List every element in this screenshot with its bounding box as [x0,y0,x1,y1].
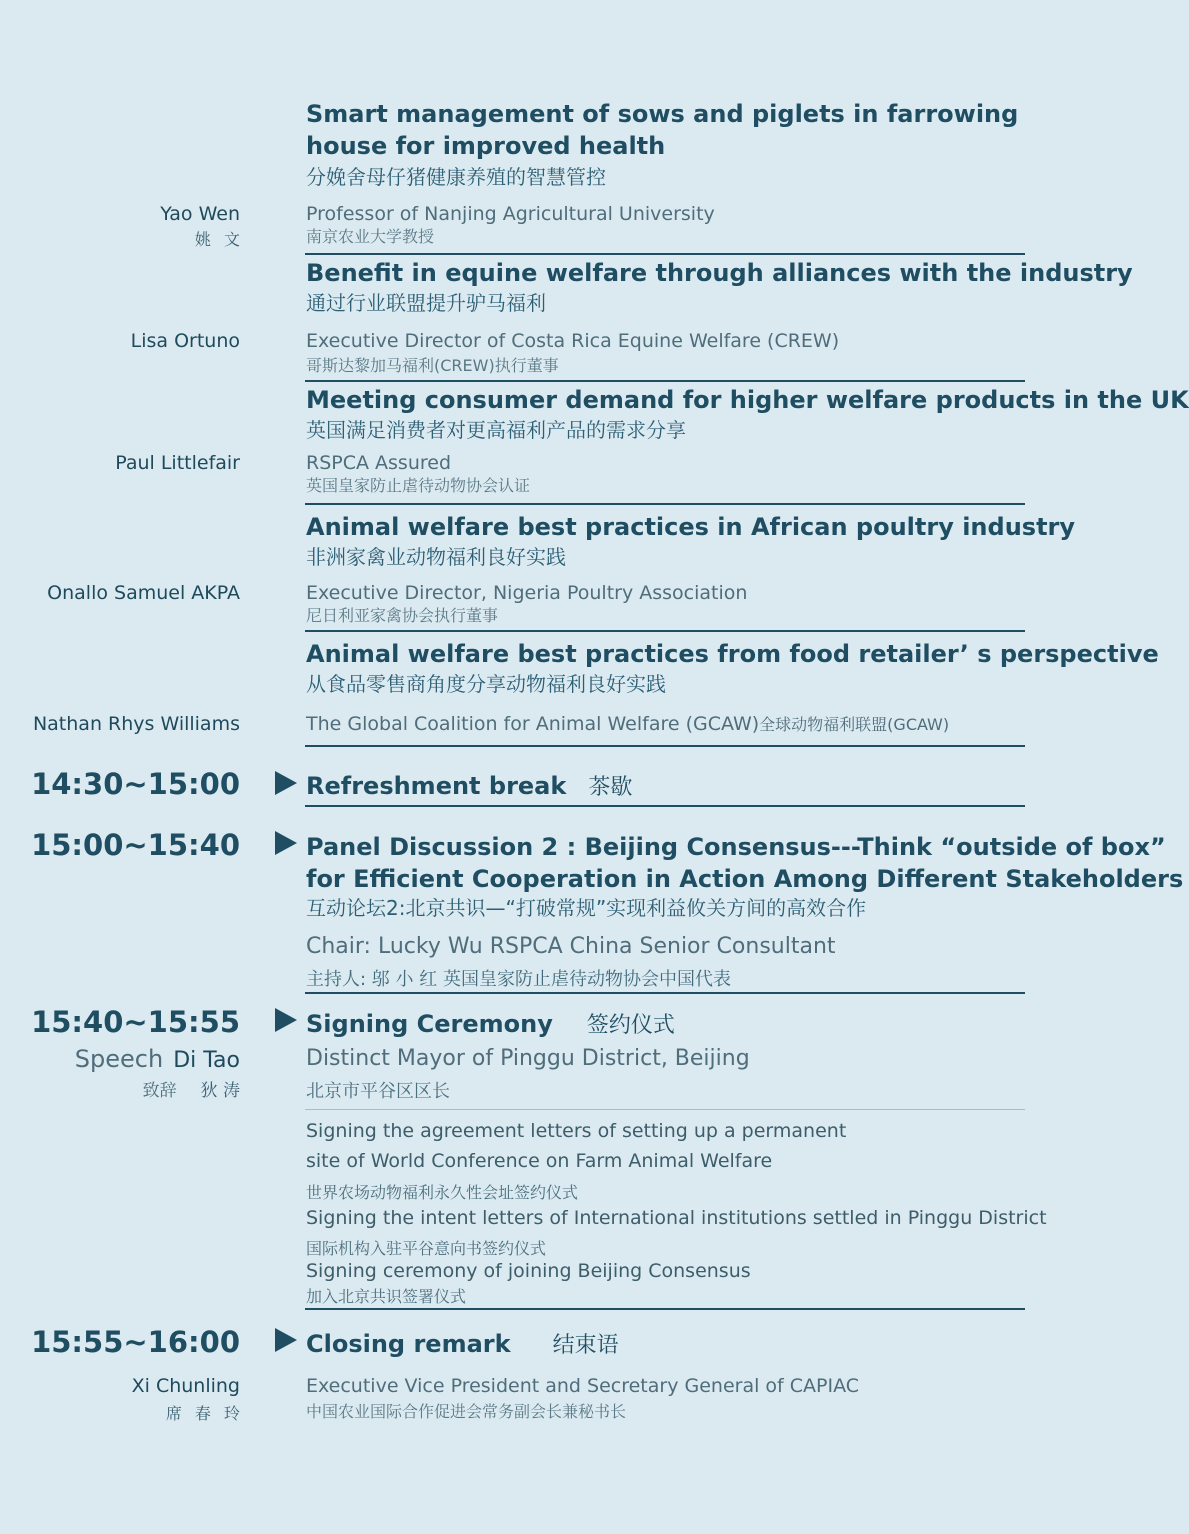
divider [305,745,1025,747]
signing-title: Signing Ceremony 签约仪式 [306,1010,675,1038]
speaker-affiliation: Executive Vice President and Secretary General of CAPIAC [306,1375,860,1397]
divider [305,1308,1025,1310]
speaker-name-cn: 姚 文 [194,230,244,249]
divider [305,805,1025,807]
play-arrow-icon [275,1328,297,1352]
panel-chair-cn: 主持人: 邬 小 红 英国皇家防止虐待动物协会中国代表 [306,969,731,990]
play-arrow-icon [275,831,297,855]
session-title-cn: 从食品零售商角度分享动物福利良好实践 [306,672,666,696]
play-arrow-icon [275,1008,297,1032]
divider-thin [305,1109,1025,1110]
panel-chair: Chair: Lucky Wu RSPCA China Senior Consultant [306,934,836,959]
speaker-name: Nathan Rhys Williams [32,713,240,735]
signing-item: Signing the intent letters of International institutions settled in Pinggu District [306,1207,1047,1229]
speech-affiliation: Distinct Mayor of Pinggu District, Beijing [306,1046,750,1071]
speaker-name: Xi Chunling [131,1375,240,1397]
panel-title-cn: 互动论坛2:北京共识—“打破常规”实现利益攸关方间的高效合作 [306,896,867,920]
speech-speaker-cn: 致辞 狄 涛 [142,1081,240,1101]
break-title: Refreshment break 茶歇 [306,772,633,800]
signing-item: Signing the agreement letters of setting up a permanent [306,1120,847,1142]
divider [305,253,1025,255]
speaker-affiliation: Executive Director, Nigeria Poultry Association [306,582,748,604]
speaker-name-cn: 席 春 玲 [165,1404,244,1423]
session-title-cn: 分娩舍母仔猪健康养殖的智慧管控 [306,165,606,189]
speaker-affiliation: The Global Coalition for Animal Welfare (GCAW)全球动物福利联盟(GCAW) [306,713,950,735]
divider [305,503,1025,505]
speaker-affiliation: Executive Director of Costa Rica Equine Welfare (CREW) [306,330,840,352]
time-slot: 14:30~15:00 [31,767,240,801]
speaker-affiliation: RSPCA Assured [306,452,452,474]
time-slot: 15:00~15:40 [31,828,240,862]
divider [305,380,1025,382]
speaker-name: Onallo Samuel AKPA [47,582,240,604]
session-title: Smart management of sows and piglets in farrowing [306,100,1019,128]
panel-title: Panel Discussion 2 : Beijing Consensus---Think “outside of box” [306,833,1166,861]
play-arrow-icon [275,771,297,795]
closing-title: Closing remark 结束语 [306,1330,619,1358]
divider [305,992,1025,994]
speech-speaker: Speech Di Tao [74,1045,240,1073]
speaker-affiliation-cn: 南京农业大学教授 [306,227,435,246]
panel-title-line2: for Efficient Cooperation in Action Among Different Stakeholders [306,865,1184,893]
session-title-line2: house for improved health [306,132,666,160]
signing-item-cn: 加入北京共识签署仪式 [306,1287,467,1306]
speech-affiliation-cn: 北京市平谷区区长 [306,1081,450,1102]
signing-item-cn: 国际机构入驻平谷意向书签约仪式 [306,1239,547,1258]
signing-item: Signing ceremony of joining Beijing Consensus [306,1260,751,1282]
session-title: Meeting consumer demand for higher welfare products in the UK [306,386,1189,414]
signing-item-line2: site of World Conference on Farm Animal Welfare [306,1150,773,1172]
session-title-cn: 非洲家禽业动物福利良好实践 [306,545,566,569]
signing-item-cn: 世界农场动物福利永久性会址签约仪式 [306,1183,579,1202]
session-title: Animal welfare best practices from food retailer’ s perspective [306,640,1159,668]
session-title: Benefit in equine welfare through alliances with the industry [306,259,1133,287]
speaker-affiliation-cn: 尼日利亚家禽协会执行董事 [306,606,499,625]
speaker-affiliation-cn: 中国农业国际合作促进会常务副会长兼秘书长 [306,1402,627,1421]
session-title: Animal welfare best practices in African poultry industry [306,513,1076,541]
speaker-name: Yao Wen [160,203,240,225]
speaker-name: Lisa Ortuno [130,330,240,352]
divider [305,630,1025,632]
speaker-affiliation: Professor of Nanjing Agricultural University [306,203,715,225]
time-slot: 15:55~16:00 [31,1325,240,1359]
session-title-cn: 通过行业联盟提升驴马福利 [306,291,546,315]
speaker-name: Paul Littlefair [115,452,240,474]
speaker-affiliation-cn: 英国皇家防止虐待动物协会认证 [306,476,531,495]
session-title-cn: 英国满足消费者对更高福利产品的需求分享 [306,418,686,442]
time-slot: 15:40~15:55 [31,1005,240,1039]
speaker-affiliation-cn: 哥斯达黎加马福利(CREW)执行董事 [306,356,559,375]
